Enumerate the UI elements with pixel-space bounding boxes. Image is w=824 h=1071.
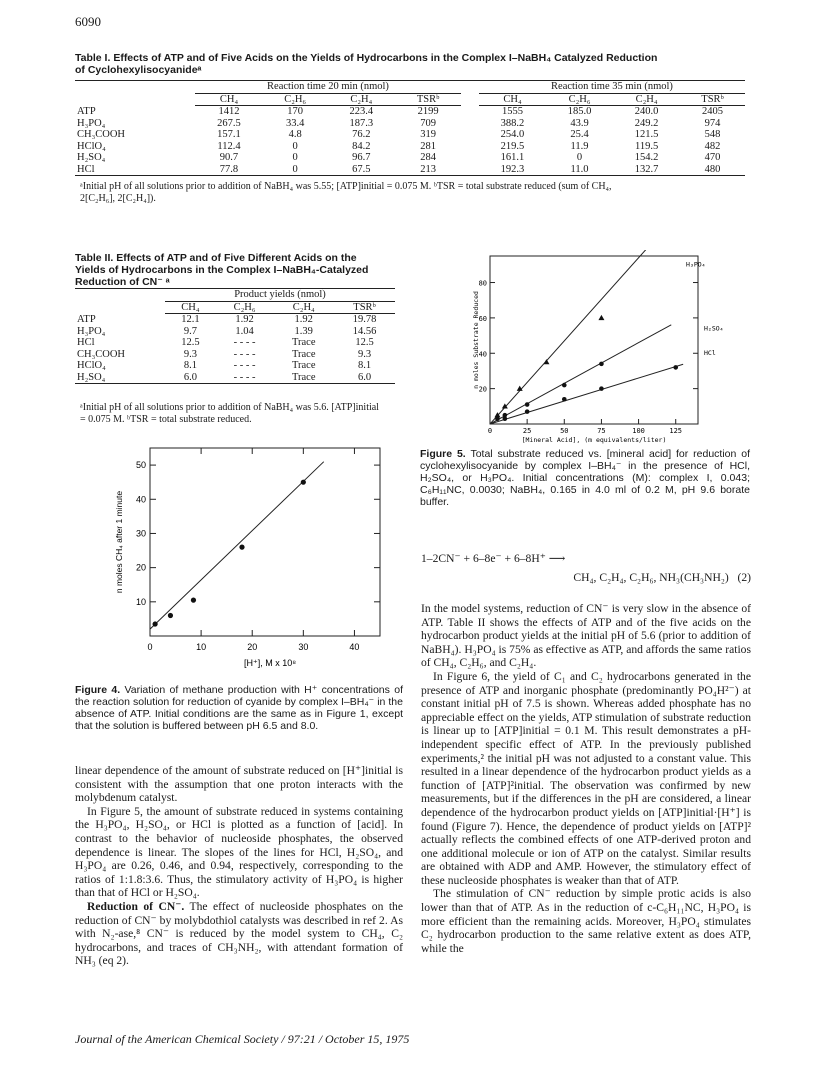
table2-row-label: HClO₄: [77, 360, 106, 371]
figure4-data-point: [239, 545, 244, 550]
table1-cell: 112.4: [217, 140, 241, 152]
table1-row-label: HCl: [77, 163, 95, 175]
table2-cell: - - - -: [233, 360, 256, 371]
table1-row: [75, 106, 745, 118]
table2-cell: 6.0: [183, 371, 197, 383]
page-number: 6090: [75, 14, 101, 29]
table1-row: [75, 141, 745, 153]
table1-row-label: H₂SO₄: [77, 152, 106, 163]
table1-cell: 76.2: [352, 129, 371, 140]
right-para-1: In the model systems, reduction of CN⁻ is very slow in the absence of ATP. Table II shows the effects of ATP and of the five acids on the hydrocarbon product yields at the initial pH of 5.6 (prior to addition of NaBH₄). H₃PO₄ is 75% as effective as ATP, and affords the same ratios of CH₄, C₂H₆, and C₂H₄.: [421, 602, 751, 670]
figure4-x-tick-label: 40: [349, 642, 360, 652]
table2-row: [75, 326, 395, 338]
table2-col-header: C₂H₄: [273, 301, 334, 314]
equation-rhs: CH₄, C₂H₄, C₂H₆, NH₃(CH₃NH₂): [573, 570, 729, 584]
figure5-data-point: [543, 359, 549, 364]
figure5-x-axis-label: [Mineral Acid], (m equivalents/liter): [521, 436, 667, 444]
figure5-data-point: [673, 365, 678, 370]
table2-cell: 1.04: [235, 325, 254, 337]
equation-lhs: 1–2CN⁻ + 6–8e⁻ + 6–8H⁺ ⟶: [421, 552, 566, 565]
table1-col-header: C₂H₆: [263, 93, 327, 106]
figure5-data-point: [562, 383, 567, 388]
figure5-caption-label: Figure 5.: [420, 448, 466, 460]
table2-row-label: HCl: [77, 337, 95, 348]
figure5-series-line: [490, 250, 691, 424]
table1-cell: 121.5: [634, 129, 659, 140]
figure5-data-point: [503, 416, 508, 421]
table1-col-header: CH₄: [195, 93, 263, 106]
table2-cell: - - - -: [233, 337, 256, 348]
table2-row: [75, 314, 395, 326]
equation-2: [421, 552, 751, 584]
table1-cell: 219.5: [500, 140, 525, 152]
figure5-series-label: H₂SO₄: [704, 324, 724, 333]
figure5-data-point: [599, 362, 604, 367]
figure4-x-tick-label: 10: [196, 642, 207, 652]
figure5-x-tick-label: 100: [632, 427, 645, 435]
figure4-x-axis-label: [H⁺], M x 10⁸: [243, 658, 297, 668]
table2-cell: 8.1: [183, 360, 197, 371]
figure4-y-tick-label: 20: [135, 562, 146, 573]
table2-cell: 12.5: [181, 337, 200, 348]
table1-cell: 192.3: [500, 163, 525, 175]
table2-col-header: CH₄: [165, 301, 216, 314]
table1-cell: 185.0: [567, 106, 592, 117]
table2-cell: 6.0: [357, 371, 372, 383]
table2-cell: 9.3: [183, 348, 197, 360]
table1-cell: 119.5: [634, 140, 659, 152]
table1-cell: 709: [420, 117, 436, 129]
figure5-caption-text: Total substrate reduced vs. [mineral acid] for reduction of cyclohexylisocyanide by complex I–BH₄⁻ in the presence of HCl, H₂SO₄, or H₃PO₄. Initial concentrations (M): complex I, 0.043; C₆H₁₁NC, 0.0030; NaBH₄, 0.165 in 4.0 ml of 0.2 M, pH 9.6 borate buffer.: [420, 448, 750, 508]
left-para-3: [75, 900, 403, 968]
figure5-chart: [470, 250, 755, 445]
figure5-y-tick-label: 60: [478, 314, 487, 323]
table1-title-text: Table I. Effects of ATP and of Five Acids on the Yields of Hydrocarbons in the Complex I–NaBH₄ Catalyzed Reduction of Cyclohexylisocyanideᵃ: [75, 52, 658, 76]
figure5-caption: [420, 448, 750, 508]
table1-cell: 0: [292, 140, 298, 152]
table2-row: [75, 360, 395, 372]
figure5-data-point: [562, 397, 567, 402]
figure5-data-point: [598, 315, 604, 320]
table1-cell: 281: [420, 140, 436, 152]
table1-cell: 974: [704, 117, 721, 129]
table2-cell: 14.56: [352, 325, 377, 337]
left-column: [75, 764, 403, 968]
table2-cell: Trace: [291, 360, 316, 371]
table2-footnote: ᵃInitial pH of all solutions prior to addition of NaBH₄ was 5.6. [ATP]initial = 0.075 M. ᵇTSR = total substrate reduced.: [80, 402, 379, 425]
table1-row: [75, 152, 745, 164]
table1-row-label: H₃PO₄: [77, 117, 106, 129]
table1-cell: 0: [576, 152, 583, 163]
figure4-chart: [80, 436, 400, 681]
left-para-2: In Figure 5, the amount of substrate reduced in systems containing the H₃PO₄, H₂SO₄, or HCl is plotted as a function of [acid]. In contrast to the behavior of nucleoside phosphates, the observed dependence is linear. The slopes of the lines for HCl, H₂SO₄, and H₃PO₄ are 0.26, 0.46, and 0.94, respectively, corresponding to the ratios of 1:1.8:3.6. Thus, the stimulatory activity of H₃PO₄ is higher than that of HCl or H₂SO₄.: [75, 804, 403, 900]
table1-cell: 0: [292, 152, 298, 163]
table2-row-label: CH₃COOH: [77, 348, 125, 360]
table1-cell: 90.7: [219, 152, 239, 163]
equation-number: (2): [737, 570, 751, 584]
table2-cell: 8.1: [357, 360, 372, 371]
table2-row: [75, 337, 395, 349]
table2-cell: - - - -: [233, 371, 256, 383]
figure5-y-tick-label: 20: [478, 385, 487, 394]
figure4-data-point: [191, 598, 196, 603]
table2-title: [75, 252, 375, 288]
figure5-y-axis-label: n moles Substrate Reduced: [472, 291, 480, 389]
table2-col-header: C₂H₆: [216, 301, 274, 314]
figure5-data-point: [502, 403, 508, 408]
table1-cell: 388.2: [500, 117, 525, 129]
figure4-y-axis-label: n moles CH₄ after 1 minute: [114, 490, 124, 594]
table1-cell: 267.5: [217, 117, 241, 129]
right-column: [421, 602, 751, 955]
table1-cell: 154.2: [634, 152, 659, 163]
table2-cell: 1.92: [294, 314, 313, 325]
left-para-3-text: The effect of nucleoside phosphates on the reduction of CN⁻ by molybdothiol catalysts was described in ref 2. As with N₂-ase,⁸ CN⁻ is reduced by the model system to CH₄, C₂ hydrocarbons, and traces of CH₃NH₂, with attendant formation of NH₃ (eq 2).: [75, 899, 403, 968]
table1-row: [75, 129, 745, 141]
figure4-y-tick-label: 40: [135, 494, 146, 505]
left-run-in-heading: Reduction of CN⁻.: [87, 899, 185, 913]
figure5-data-point: [525, 409, 530, 414]
table1-cell: 548: [704, 129, 721, 140]
figure5-plot-frame: [490, 256, 698, 424]
table2-cell: 1.39: [294, 325, 313, 337]
figure5-x-tick-label: 75: [597, 427, 606, 435]
table1-cell: 2405: [702, 106, 724, 117]
figure5-series-label: HCl: [704, 349, 716, 358]
table1-cell: 161.1: [500, 152, 525, 163]
table2-cell: Trace: [291, 337, 316, 348]
right-para-2: In Figure 6, the yield of C₁ and C₂ hydrocarbons generated in the presence of ATP and inorganic phosphate (predominantly PO₄H²⁻) at constant initial pH of 7.5 is shown. Whereas added phosphate has no appreciable effect on the yields, ATP stimulation of substrate reduction is linear up to [ATP]initial = 0.1 M. This result demonstrates a pH-independent specific effect of ATP. In the previously published experiments,² the initial pH was not adjusted to a constant value. This resulted in a linear dependence of the hydrocarbon product yields as a function of [ATP]²initial. The observation was confirmed by new measurements, but if the differences in the pH are considered, a linear dependence of the hydrocarbon product yields on [ATP]initial·[H⁺] is found (Figure 7). Hence, the dependence of product yields on [ATP]² actually reflects the combined effects of one ATP-derived proton and one additional molecule or ion of ATP on the catalyst. Similar results are obtained with ADP and AMP. However, the stimulatory effect of these nucleoside phosphates is weaker than that of ATP.: [421, 669, 751, 887]
figure4-data-point: [301, 480, 306, 485]
table1-cell: 249.2: [634, 117, 659, 129]
figure5-x-tick-label: 25: [522, 427, 532, 435]
left-para-1: linear dependence of the amount of substrate reduced on [H⁺]initial is consistent with the assumption that one proton interacts with the molybdenum catalyst.: [75, 764, 403, 805]
table2-row: [75, 349, 395, 361]
table2-cell: 19.78: [352, 314, 377, 325]
table1-cell: 319: [420, 129, 436, 140]
figure4-y-tick-label: 50: [135, 460, 146, 471]
table2: [75, 289, 395, 384]
table2-cell: 12.5: [355, 337, 374, 348]
table1-cell: 25.4: [570, 129, 589, 140]
figure4-plot-frame: [150, 448, 380, 636]
figure4-caption-text: Variation of methane production with H⁺ concentrations of the reaction solution for reduction of cyanide by complex I–BH₄⁻ in the absence of ATP. Initial conditions are the same as in Figure 1, except that the solution is buffered between pH 6.5 and 8.0.: [75, 684, 403, 732]
table1-col-header: C₂H₄: [613, 93, 680, 106]
table2-cell: Trace: [291, 348, 316, 360]
table1-cell: 11.9: [570, 140, 589, 152]
table1-footnote: [80, 181, 745, 205]
figure5-series-line: [490, 364, 683, 424]
table1-title: [75, 52, 665, 76]
table2-cell: - - - -: [233, 348, 256, 360]
table2-row-label: H₂SO₄: [77, 371, 106, 383]
figure5-x-tick-label: 50: [560, 427, 569, 435]
table2-cell: 9.3: [357, 348, 372, 360]
table1-row: [75, 118, 745, 130]
table1-cell: 67.5: [352, 163, 371, 175]
table2-col-header: TSRᵇ: [334, 301, 395, 314]
table1-cell: 170: [287, 106, 304, 117]
table1-cell: 480: [704, 163, 721, 175]
figure4-x-tick-label: 20: [247, 642, 258, 652]
figure4-caption: [75, 684, 403, 732]
table1-cell: 2199: [417, 106, 439, 117]
table1-cell: 132.7: [634, 163, 659, 175]
table2-row: [75, 372, 395, 384]
figure4-data-point: [168, 613, 173, 618]
table2-row-label: H₃PO₄: [77, 325, 106, 337]
table1-row: [75, 164, 745, 176]
table1-group1: Reaction time 20 min (nmol): [195, 81, 461, 93]
table1-cell: 482: [704, 140, 721, 152]
table1-cell: 187.3: [349, 117, 374, 129]
table1-cell: 157.1: [217, 129, 241, 140]
table2-cell: 9.7: [183, 325, 197, 337]
figure5-y-tick-label: 40: [478, 350, 487, 359]
figure5-data-point: [495, 416, 500, 421]
table1-cell: 1555: [501, 106, 523, 117]
table2-title-text: Table II. Effects of ATP and of Five Different Acids on the Yields of Hydrocarbons in the Complex I–NaBH₄-Catalyzed Reduction of CN⁻ ᵃ: [75, 252, 369, 288]
table1-cell: 96.7: [352, 152, 371, 163]
table1-cell: 84.2: [352, 140, 371, 152]
table1-cell: 43.9: [570, 117, 589, 129]
table1-col-header: C₂H₆: [546, 93, 613, 106]
table1-cell: 240.0: [634, 106, 659, 117]
table1-cell: 470: [704, 152, 721, 163]
table2-cell: 1.92: [235, 314, 254, 325]
figure5-x-tick-label: 125: [669, 427, 683, 435]
table1: [75, 81, 745, 176]
figure4-fit-line: [150, 462, 324, 629]
table2-cell: 12.1: [181, 314, 200, 325]
figure5-series-line: [490, 325, 671, 424]
figure5-y-tick-label: 80: [478, 279, 487, 288]
figure5-x-tick-label: 0: [487, 427, 493, 435]
table2-cell: Trace: [291, 371, 316, 383]
table1-cell: 223.4: [349, 106, 374, 117]
table1-col-header: TSRᵇ: [395, 93, 461, 106]
figure4-y-tick-label: 10: [135, 596, 146, 607]
table2-row-label: ATP: [77, 313, 96, 325]
table1-cell: 11.0: [570, 163, 589, 175]
figure4-x-tick-label: 0: [147, 642, 153, 652]
table1-cell: 1412: [218, 106, 240, 117]
figure4-data-point: [153, 621, 158, 626]
right-para-3: The stimulation of CN⁻ reduction by simple protic acids is also lower than that of ATP. As in the reduction of c-C₆H₁₁NC, H₃PO₄ is more efficient than the remaining acids. Moreover, H₃PO₄ stimulates C₂ hydrocarbon production to the same relative extent as does ATP, while the: [421, 887, 751, 955]
table1-cell: 77.8: [219, 163, 239, 175]
figure4-caption-label: Figure 4.: [75, 684, 121, 696]
table1-footnote-line2: 2[C₂H₆], 2[C₂H₄]).: [80, 193, 156, 204]
table1-cell: 0: [292, 163, 298, 175]
table1-col-header: CH₄: [479, 93, 546, 106]
table1-row-label: ATP: [77, 105, 96, 117]
figure5-data-point: [525, 402, 530, 407]
table1-col-header: C₂H₄: [327, 93, 395, 106]
journal-footer: Journal of the American Chemical Society / 97:21 / October 15, 1975: [75, 1032, 410, 1046]
table1-cell: 33.4: [285, 117, 305, 129]
table2-group: Product yields (nmol): [165, 289, 395, 301]
table1-cell: 284: [420, 152, 436, 163]
table1-cell: 213: [420, 163, 436, 175]
table1-row-label: HClO₄: [77, 140, 106, 152]
figure5-series-label: H₃PO₄: [686, 260, 706, 269]
table1-col-header: TSRᵇ: [680, 93, 745, 106]
table1-cell: 4.8: [288, 129, 302, 140]
figure4-x-tick-label: 30: [298, 642, 309, 652]
table1-row-label: CH₃COOH: [77, 129, 125, 140]
table1-group2: Reaction time 35 min (nmol): [479, 81, 745, 93]
table1-cell: 254.0: [500, 129, 525, 140]
figure4-y-tick-label: 30: [135, 528, 146, 539]
figure5-data-point: [599, 386, 604, 391]
table1-footnote-line1: ᵃInitial pH of all solutions prior to addition of NaBH₄ was 5.55; [ATP]initial = 0.075 M. ᵇTSR = total substrate reduced (sum of CH₄,: [80, 181, 612, 192]
